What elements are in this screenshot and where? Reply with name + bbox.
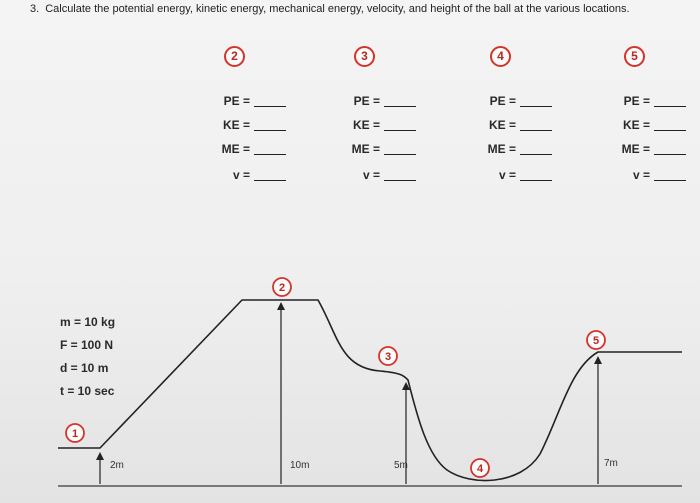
- me-label: ME =: [351, 142, 380, 156]
- track-marker-4: [471, 459, 489, 477]
- track-marker-3: [379, 347, 397, 365]
- track-marker-label-4: 4: [476, 463, 484, 475]
- v-label: v =: [498, 168, 516, 182]
- pe-label: PE =: [223, 94, 250, 108]
- pe-label: PE =: [489, 94, 516, 108]
- v-label: v =: [232, 168, 250, 182]
- me-label: ME =: [487, 142, 516, 156]
- ke-label: KE =: [352, 118, 380, 132]
- question-prompt: Calculate the potential energy, kinetic energy, mechanical energy, velocity, and height of the ball at the various locations.: [45, 3, 630, 15]
- given-force: F = 100 N: [60, 338, 114, 352]
- ke-label: KE =: [488, 118, 516, 132]
- location-marker: 4: [490, 46, 511, 67]
- v-label: v =: [362, 168, 380, 182]
- me-label: ME =: [221, 142, 250, 156]
- location-marker: 5: [624, 46, 645, 67]
- pe-label: PE =: [353, 94, 380, 108]
- height-label-1: 2m: [110, 460, 124, 471]
- given-mass: m = 10 kg: [60, 315, 116, 329]
- given-time: t = 10 sec: [60, 384, 115, 398]
- height-label-5: 7m: [604, 458, 618, 469]
- track-marker-5: [587, 331, 605, 349]
- me-label: ME =: [621, 142, 650, 156]
- track-marker-1: [66, 424, 84, 442]
- track-marker-label-5: 5: [592, 335, 600, 347]
- track-marker-label-1: 1: [71, 428, 79, 440]
- ke-label: KE =: [622, 118, 650, 132]
- ke-label: KE =: [222, 118, 250, 132]
- question-number: 3.: [30, 3, 40, 15]
- track-marker-2: [273, 278, 291, 296]
- given-distance: d = 10 m: [60, 361, 109, 375]
- track-marker-label-3: 3: [384, 351, 392, 363]
- location-marker: 2: [224, 46, 245, 67]
- height-label-2: 10m: [290, 460, 310, 471]
- location-marker: 3: [354, 46, 375, 67]
- pe-label: PE =: [623, 94, 650, 108]
- track-path: [58, 300, 682, 481]
- v-label: v =: [632, 168, 650, 182]
- track-marker-label-2: 2: [278, 282, 286, 294]
- height-label-3: 5m: [394, 460, 408, 471]
